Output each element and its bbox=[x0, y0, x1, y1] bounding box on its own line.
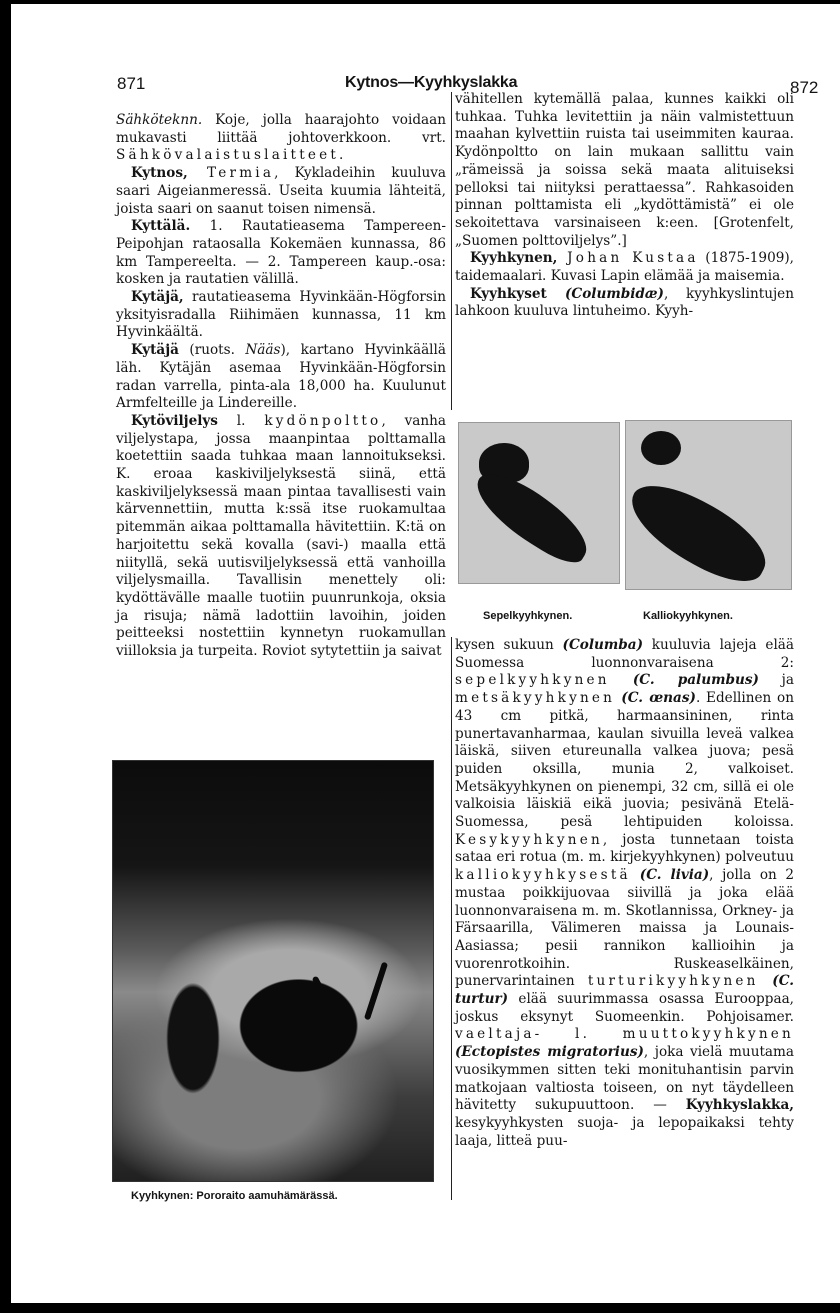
entry-text: , joka vielä muutama vuosikymmen sitten teki monituhantisin parvin matkojaan valtiosta toiseen, on nyt täydelleen hävitetty sukupuuttoon. — bbox=[455, 1044, 795, 1114]
headword: Kyyhkynen, bbox=[470, 250, 558, 267]
scan-border-top bbox=[0, 0, 840, 4]
latin-name: (Ectopistes migratorius) bbox=[455, 1044, 644, 1061]
latin-name: (C. palumbus) bbox=[609, 672, 759, 689]
headword: Kyttälä. bbox=[131, 218, 191, 235]
entry-text: , jolla on 2 mustaa poikkijuovaa siivillä ja joka elää luonnonvaraisena m. m. Skotlannissa, Orkney- ja Färsaarilla, Välimeren maissa ja Lounais-Aasiassa; pesii rannikon kallioihin ja vuorenrotkoihin. Ruskeaselkäinen, punervarintainen bbox=[455, 867, 795, 990]
entry-kyttala bbox=[116, 218, 446, 289]
entry-text: (1875-1909), taidemaalari. Kuvasi Lapin elämää ja maisemia. bbox=[455, 250, 794, 285]
entry-kytnos bbox=[116, 165, 446, 218]
running-head-title: Kytnos—Kyyhkyslakka bbox=[345, 74, 518, 91]
entry-continuation bbox=[455, 91, 794, 250]
headword: Kytöviljelys bbox=[131, 412, 218, 429]
entry-kyyhkyset bbox=[455, 286, 794, 321]
headword: Kytäjä, bbox=[131, 289, 184, 306]
latin-name: (Columbidæ) bbox=[546, 285, 664, 302]
species-name: metsäkyyhkynen bbox=[455, 690, 616, 707]
entry-text: vähitellen kytemällä palaa, kunnes kaikki oli tuhkaa. Tuhka levitettiin ja näin valmistettuun maahan kylvettiin ruista tai useimmiten kauraa. Kydönpoltto on lain mukaan sallittu vain „rämeissä ja soissa sekä maata alituiseksi pelloksi tai niityksi perattaessa”. Rahkasoiden pinnan polttamista eli „kydöttämistä” ei ole sekoitettava varsinaiseen k:een. [Grotenfelt, „Suomen polttoviljelys”.] bbox=[455, 91, 794, 249]
rock-dove-caption: Kalliokyyhkynen. bbox=[643, 610, 733, 622]
entry-text: rautatieasema Hyvinkään-Högforsin yksityisradalla Riihimäen kunnassa, 11 km Hyvinkäältä. bbox=[116, 289, 446, 341]
entry-text: ), kartano Hyvinkäällä läh. Kytäjän asemaa Hyvinkään-Högforsin radan varrella, pinta-ala 18,000 ha. Kuulunut Armfelteille ja Lindereille. bbox=[116, 342, 446, 412]
latin-name: (C. turtur) bbox=[455, 973, 795, 1008]
entry-text: Koje, jolla haarajohto voidaan mukavasti liittää johtoverkkoon. vrt. bbox=[116, 112, 446, 146]
reindeer-photo-caption: Kyyhkynen: Pororaito aamuhämärässä. bbox=[131, 1190, 338, 1202]
entry-text: elää suurimmassa osassa Eurooppaa, joskus eksynyt Suomeenkin. Pohjoisamer. bbox=[455, 991, 794, 1025]
scan-border-bottom bbox=[0, 1303, 840, 1313]
column-rule-bottom bbox=[451, 637, 452, 1200]
headword: Kyyhkyslakka, bbox=[685, 1097, 794, 1114]
latin-name: (C. livia) bbox=[630, 867, 710, 884]
antler-shape bbox=[312, 976, 341, 1023]
page-number-right: 872 bbox=[790, 78, 819, 97]
bird-head-shape bbox=[641, 431, 681, 465]
entry-text: , Kykladeihin kuuluva saari Aigeianmeressä. Useita kuumia lähteitä, joista saari on saanut toisen nimensä. bbox=[116, 165, 446, 217]
entry-text: 1. Rautatieasema Tampereen-Peipohjan rataosalla Kokemäen kunnassa, 86 km Tampereelta. — 2. Tampereen kaup.-osa: kosken ja rautatien välillä. bbox=[116, 218, 446, 288]
left-column bbox=[116, 112, 446, 661]
cross-reference: Sähkövalaistuslaitteet bbox=[116, 147, 340, 164]
species-name: sepelkyyhkynen bbox=[455, 672, 610, 689]
rock-dove-illustration bbox=[625, 420, 792, 590]
reindeer-photo bbox=[112, 760, 434, 1182]
column-rule-top bbox=[451, 92, 452, 410]
wood-pigeon-caption: Sepelkyyhkynen. bbox=[483, 610, 573, 622]
entry-kytaja-manor bbox=[116, 342, 446, 413]
entry-text: . bbox=[339, 147, 344, 164]
headword: Kyyhkyset bbox=[470, 285, 547, 302]
right-column-top bbox=[455, 91, 794, 321]
antler-shape bbox=[364, 962, 388, 1021]
synonym: kydönpoltto bbox=[264, 412, 382, 429]
alt-name: Termia bbox=[187, 165, 275, 182]
entry-text: kysen sukuun bbox=[455, 637, 563, 653]
entry-text: , josta tunnetaan toista sataa eri rotua (m. m. kirjekyyhkynen) polveutuu bbox=[455, 831, 794, 866]
entry-text: ja bbox=[758, 672, 794, 689]
swedish-name: Nääs bbox=[245, 342, 281, 359]
entry-kytaja-station bbox=[116, 289, 446, 342]
bird-body-shape bbox=[465, 463, 600, 571]
entry-kyyhkynen-painter bbox=[455, 250, 794, 285]
scan-border-left bbox=[0, 0, 11, 1313]
headword: Kytnos, bbox=[131, 165, 188, 182]
entry-text: . Edellinen on 43 cm pitkä, harmaansininen, rinta punertavanharmaa, kaulan sivuilla leveä valkea läiskä, siiven etureunalla valkea juova; pesä puiden oksilla, munia 2, valkoiset. Metsäkyyhkynen on pienempi, 32 cm, sillä ei ole valkoisia läiskiä eikä juovia; pesivänä Etelä-Suomessa, pesä lehtipuiden koloissa. bbox=[455, 690, 794, 831]
entry-text: l. bbox=[217, 412, 265, 429]
latin-name: (Columba) bbox=[562, 637, 644, 653]
species-name: vaeltaja- l. muuttokyyhkynen bbox=[455, 1026, 794, 1043]
latin-name: (C. œnas) bbox=[615, 690, 696, 707]
entry-text: (ruots. bbox=[178, 342, 246, 359]
entry-kyyhkyset-continued bbox=[455, 637, 794, 1150]
bird-body-shape bbox=[625, 471, 778, 590]
entry-continuation bbox=[116, 112, 446, 165]
species-name: kalliokyyhkysestä bbox=[455, 867, 631, 884]
person-name: Johan Kustaa bbox=[557, 250, 699, 267]
species-name: turturikyyhkynen bbox=[587, 973, 759, 990]
field-abbrev: Sähköteknn. bbox=[116, 112, 203, 128]
page-number-left: 871 bbox=[117, 74, 146, 93]
entry-kytoviljelys bbox=[116, 413, 446, 661]
right-column-bottom bbox=[455, 637, 794, 1150]
headword: Kytäjä bbox=[131, 342, 179, 359]
wood-pigeon-illustration bbox=[458, 422, 620, 584]
entry-text: kuuluvia lajeja elää Suomessa luonnonvaraisena 2: bbox=[455, 637, 794, 671]
entry-text: kesykyyhkysten suoja- ja lepopaikaksi tehty laaja, litteä puu- bbox=[455, 1114, 794, 1149]
entry-text: , kyyhkyslintujen lahkoon kuuluva lintuheimo. Kyyh- bbox=[455, 285, 794, 320]
species-name: Kesykyyhkynen bbox=[455, 831, 603, 848]
entry-text: , vanha viljelystapa, jossa maanpintaa polttamalla koetettiin saada tuhkaa maan lannoitukseksi. K. eroaa kaskiviljelyksestä siinä, että kaskiviljelyksessä maan pintaa tavallisesti vain kärvennettiin, mutta k:ssä itse ruokamultaa pitemmän aikaa polttamalla hävitettiin. K:tä on harjoitettu sekä kovalla (savi-) maalla että niityllä, sekä uutisviljelyksessä että vanhoilla viljelysmailla. Tavallisin menettely oli: kydöttävälle maalle tuotiin puunrunkoja, oksia ja risuja; nämä ladottiin lavoihin, joiden peitteeksi nostettiin kynnetyn ruokamullan viilloksia ja turpeita. Roviot sytytettiin ja saivat bbox=[116, 412, 446, 660]
